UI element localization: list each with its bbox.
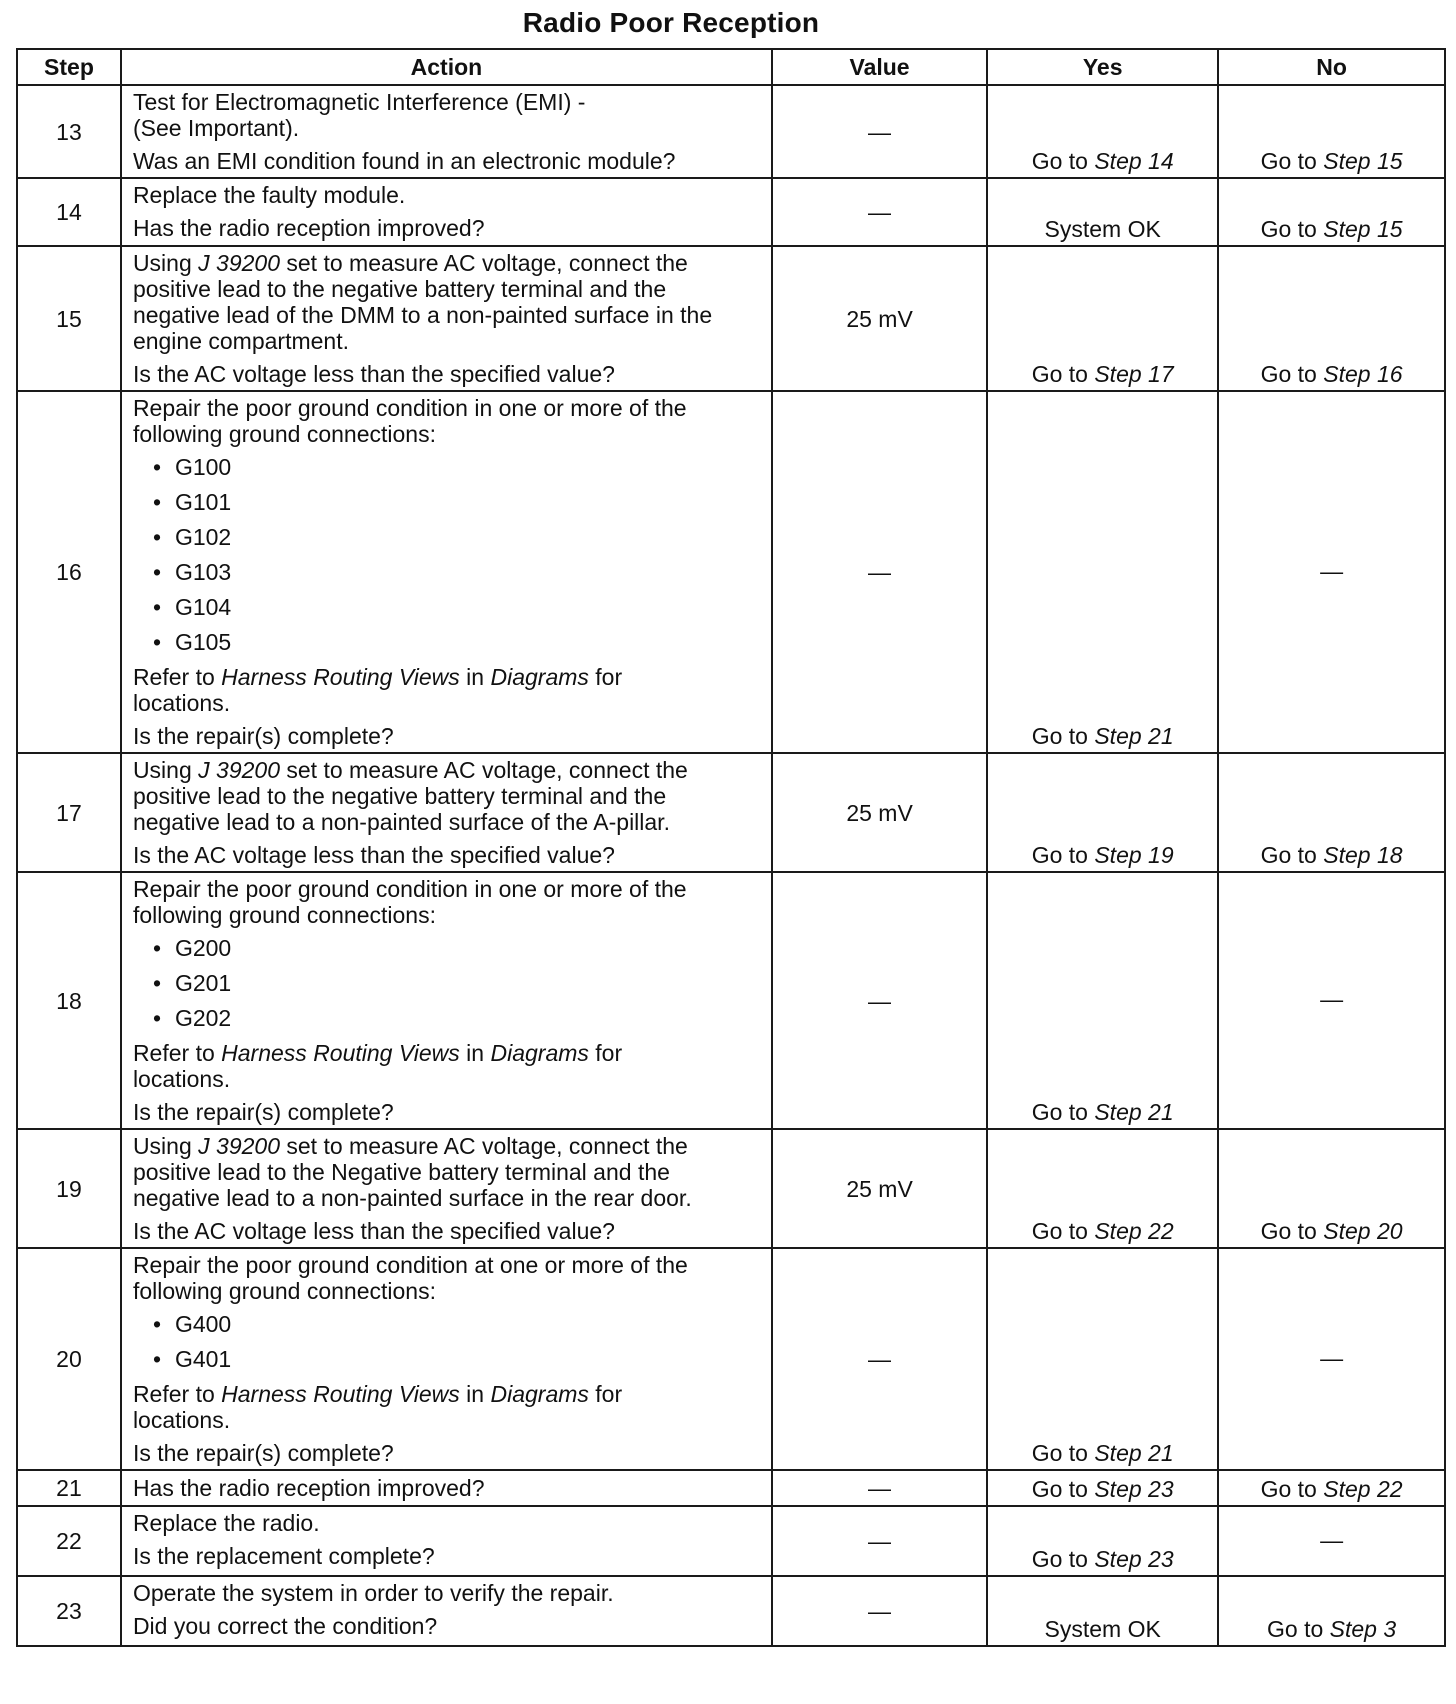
list-item: • G104 <box>153 590 763 625</box>
reference-line <box>133 1381 763 1407</box>
ref-text: Refer to <box>132 1040 222 1066</box>
table-row <box>17 178 1445 246</box>
action-line: Using J 39200 set to measure AC voltage, connect the <box>132 757 688 783</box>
value-cell: — <box>772 391 987 753</box>
action-line: following ground connections: <box>132 902 436 928</box>
ref-text: in <box>459 664 491 690</box>
action-question: Has the radio reception improved? <box>132 1475 485 1501</box>
action-cell <box>121 1248 772 1470</box>
reference-line: locations. <box>132 690 231 716</box>
no-step-link[interactable]: Step 18 <box>1323 842 1403 868</box>
no-prefix: Go to <box>1260 1218 1324 1244</box>
table-row <box>17 391 1445 753</box>
yes-cell <box>987 1470 1218 1506</box>
ref-link-harness[interactable]: Harness Routing Views <box>221 1381 460 1407</box>
ref-link-diagrams[interactable]: Diagrams <box>490 1040 589 1066</box>
action-question: Is the AC voltage less than the specified value? <box>132 361 615 387</box>
step-number: 17 <box>17 753 121 872</box>
yes-step-link[interactable]: Step 22 <box>1094 1218 1174 1244</box>
action-line: negative lead of the DMM to a non-painted surface in the <box>132 302 713 328</box>
action-cell <box>121 246 772 391</box>
list-item: • G202 <box>153 1001 763 1036</box>
table-row <box>17 246 1445 391</box>
action-question: Is the repair(s) complete? <box>132 723 394 749</box>
no-cell <box>1218 753 1445 872</box>
ground-list <box>133 931 763 1036</box>
action-cell <box>121 1129 772 1248</box>
yes-cell <box>987 246 1218 391</box>
yes-step-link[interactable]: Step 21 <box>1094 723 1174 749</box>
page-title: Radio Poor Reception <box>522 7 820 38</box>
step-number: 15 <box>17 246 121 391</box>
action-line-text: set to measure AC voltage, connect the <box>286 250 688 276</box>
no-cell <box>1218 85 1445 178</box>
action-cell <box>121 1506 772 1576</box>
action-line: Replace the faulty module. <box>132 182 406 208</box>
yes-cell <box>987 1576 1218 1646</box>
action-line: Repair the poor ground condition in one or more of the <box>132 876 687 902</box>
yes-prefix: Go to <box>1031 1440 1095 1466</box>
ref-text: for <box>588 664 623 690</box>
action-question: Has the radio reception improved? <box>132 215 485 241</box>
action-line: Using J 39200 set to measure AC voltage, connect the <box>132 1133 688 1159</box>
step-number: 19 <box>17 1129 121 1248</box>
no-cell: — <box>1218 1506 1445 1576</box>
action-line: negative lead to a non-painted surface of the A-pillar. <box>132 809 670 835</box>
no-step-link[interactable]: Step 3 <box>1329 1616 1397 1642</box>
ref-text: for <box>588 1040 623 1066</box>
value-cell: 25 mV <box>772 753 987 872</box>
value-cell: — <box>772 1470 987 1506</box>
no-cell: — <box>1218 1248 1445 1470</box>
no-step-link[interactable]: Step 20 <box>1323 1218 1403 1244</box>
yes-cell <box>987 1506 1218 1576</box>
yes-step-link[interactable]: Step 23 <box>1094 1546 1174 1572</box>
step-number: 18 <box>17 872 121 1129</box>
no-cell: — <box>1218 391 1445 753</box>
yes-cell <box>987 391 1218 753</box>
yes-cell <box>987 85 1218 178</box>
action-line: Using J 39200 set to measure AC voltage, connect the <box>132 250 688 276</box>
value-cell: — <box>772 178 987 246</box>
action-line: Test for Electromagnetic Interference (EMI) - <box>132 89 586 115</box>
ground-list <box>133 450 763 660</box>
step-number: 22 <box>17 1506 121 1576</box>
header-step: Step <box>17 49 121 85</box>
list-item: • G103 <box>153 555 763 590</box>
yes-prefix: Go to <box>1031 1476 1095 1502</box>
no-step-link[interactable]: Step 15 <box>1323 216 1403 242</box>
no-cell <box>1218 1576 1445 1646</box>
table-row <box>17 753 1445 872</box>
yes-prefix: Go to <box>1031 842 1095 868</box>
header-value: Value <box>772 49 987 85</box>
ref-text: for <box>588 1381 623 1407</box>
action-cell <box>121 1470 772 1506</box>
yes-step-link[interactable]: Step 21 <box>1094 1099 1174 1125</box>
ground-list <box>133 1307 763 1377</box>
tool-name: J 39200 <box>198 757 280 783</box>
yes-cell <box>987 1248 1218 1470</box>
no-step-link[interactable]: Step 15 <box>1323 148 1403 174</box>
list-item: • G201 <box>153 966 763 1001</box>
table-header-row <box>17 49 1445 85</box>
table-row <box>17 1506 1445 1576</box>
action-line: positive lead to the negative battery terminal and the <box>132 783 667 809</box>
no-prefix: Go to <box>1260 148 1324 174</box>
header-action: Action <box>121 49 772 85</box>
yes-step-link[interactable]: Step 17 <box>1094 361 1174 387</box>
action-line: following ground connections: <box>132 421 436 447</box>
action-cell <box>121 391 772 753</box>
yes-prefix: Go to <box>1031 1218 1095 1244</box>
step-number: 23 <box>17 1576 121 1646</box>
ref-link-diagrams[interactable]: Diagrams <box>490 664 589 690</box>
yes-prefix: Go to <box>1031 148 1095 174</box>
value-cell: 25 mV <box>772 1129 987 1248</box>
action-line: Repair the poor ground condition in one or more of the <box>132 395 687 421</box>
no-prefix: Go to <box>1260 216 1324 242</box>
ref-text: Refer to <box>132 1381 222 1407</box>
yes-prefix: System OK <box>1044 1616 1161 1642</box>
no-cell <box>1218 1129 1445 1248</box>
no-cell: — <box>1218 872 1445 1129</box>
action-cell <box>121 872 772 1129</box>
yes-step-link[interactable]: Step 19 <box>1094 842 1174 868</box>
value-cell: 25 mV <box>772 246 987 391</box>
list-item: • G200 <box>153 931 763 966</box>
yes-step-link[interactable]: Step 21 <box>1094 1440 1174 1466</box>
action-question: Did you correct the condition? <box>132 1613 438 1639</box>
step-number: 16 <box>17 391 121 753</box>
no-step-link[interactable]: Step 16 <box>1323 361 1403 387</box>
reference-line <box>133 1040 763 1066</box>
action-line: negative lead to a non-painted surface in the rear door. <box>132 1185 692 1211</box>
no-prefix: Go to <box>1260 361 1324 387</box>
no-cell <box>1218 178 1445 246</box>
ref-text: in <box>459 1381 491 1407</box>
table-row <box>17 1129 1445 1248</box>
action-line: Replace the radio. <box>132 1510 320 1536</box>
table-row <box>17 872 1445 1129</box>
no-cell <box>1218 1470 1445 1506</box>
yes-step-link[interactable]: Step 23 <box>1094 1476 1174 1502</box>
reference-line: locations. <box>132 1407 231 1433</box>
yes-prefix: Go to <box>1031 723 1095 749</box>
step-number: 13 <box>17 85 121 178</box>
action-question: Is the replacement complete? <box>132 1543 435 1569</box>
step-number: 21 <box>17 1470 121 1506</box>
step-number: 20 <box>17 1248 121 1470</box>
action-line: positive lead to the Negative battery terminal and the <box>132 1159 670 1185</box>
action-line: engine compartment. <box>132 328 350 354</box>
list-item: • G105 <box>153 625 763 660</box>
value-cell: — <box>772 1506 987 1576</box>
reference-line: locations. <box>132 1066 231 1092</box>
table-row <box>17 1470 1445 1506</box>
action-cell <box>121 753 772 872</box>
tool-name: J 39200 <box>198 1133 280 1159</box>
ref-link-harness[interactable]: Harness Routing Views <box>221 1040 460 1066</box>
action-question: Is the repair(s) complete? <box>132 1440 394 1466</box>
action-line: Operate the system in order to verify the repair. <box>132 1580 614 1606</box>
tool-name: J 39200 <box>198 250 280 276</box>
ref-text: in <box>459 1040 491 1066</box>
ref-link-diagrams[interactable]: Diagrams <box>490 1381 589 1407</box>
list-item: • G101 <box>153 485 763 520</box>
table-row <box>17 1248 1445 1470</box>
action-line-text: set to measure AC voltage, connect the <box>286 757 688 783</box>
header-no: No <box>1218 49 1445 85</box>
yes-prefix: Go to <box>1031 1099 1095 1125</box>
no-step-link[interactable]: Step 22 <box>1323 1476 1403 1502</box>
table-row <box>17 85 1445 178</box>
action-question: Is the repair(s) complete? <box>132 1099 394 1125</box>
action-cell <box>121 1576 772 1646</box>
action-cell <box>121 178 772 246</box>
step-number: 14 <box>17 178 121 246</box>
list-item: • G100 <box>153 450 763 485</box>
yes-cell <box>987 872 1218 1129</box>
ref-text: Refer to <box>132 664 222 690</box>
action-line: following ground connections: <box>132 1278 436 1304</box>
list-item: • G401 <box>153 1342 763 1377</box>
value-cell: — <box>772 85 987 178</box>
reference-line <box>133 664 763 690</box>
yes-step-link[interactable]: Step 14 <box>1094 148 1174 174</box>
value-cell: — <box>772 1248 987 1470</box>
list-item: • G400 <box>153 1307 763 1342</box>
yes-prefix: Go to <box>1031 361 1095 387</box>
yes-prefix: Go to <box>1031 1546 1095 1572</box>
action-line: (See Important). <box>132 115 300 141</box>
yes-cell <box>987 753 1218 872</box>
procedure-table <box>16 48 1446 1647</box>
no-cell <box>1218 246 1445 391</box>
yes-cell <box>987 178 1218 246</box>
header-yes: Yes <box>987 49 1218 85</box>
table-row <box>17 1576 1445 1646</box>
yes-cell <box>987 1129 1218 1248</box>
action-line: Repair the poor ground condition at one or more of the <box>132 1252 688 1278</box>
list-item: • G102 <box>153 520 763 555</box>
no-prefix: Go to <box>1267 1616 1330 1642</box>
action-question: Was an EMI condition found in an electronic module? <box>132 148 676 174</box>
action-cell <box>121 85 772 178</box>
value-cell: — <box>772 872 987 1129</box>
action-line: positive lead to the negative battery terminal and the <box>132 276 667 302</box>
value-cell: — <box>772 1576 987 1646</box>
action-line-text: set to measure AC voltage, connect the <box>286 1133 688 1159</box>
no-prefix: Go to <box>1260 842 1324 868</box>
ref-link-harness[interactable]: Harness Routing Views <box>221 664 460 690</box>
action-question: Is the AC voltage less than the specified value? <box>132 842 615 868</box>
yes-prefix: System OK <box>1044 216 1161 242</box>
no-prefix: Go to <box>1260 1476 1324 1502</box>
action-question: Is the AC voltage less than the specified value? <box>132 1218 615 1244</box>
